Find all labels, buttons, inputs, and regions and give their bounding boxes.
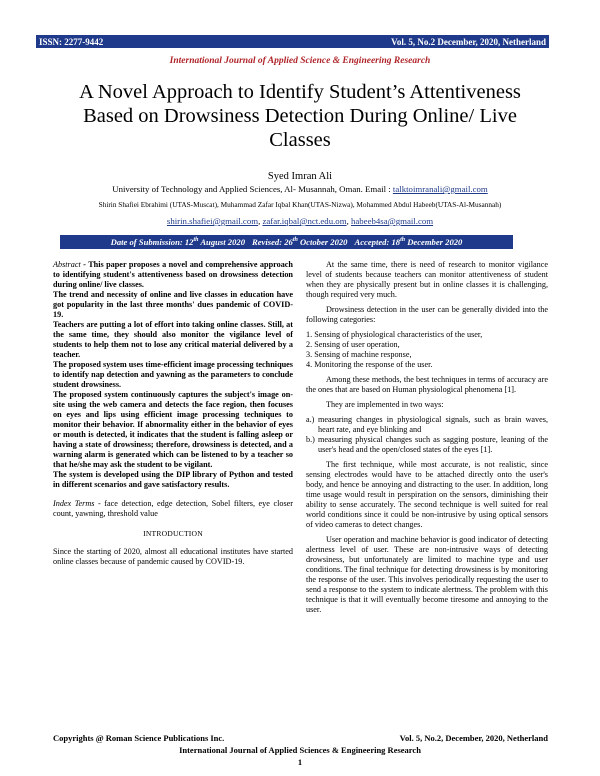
abstract-p6: The system is developed using the DIP library of Python and tested in different scenarios and gave satisfactory results. [53,470,293,489]
list-item: b.) measuring physical changes such as sagging posture, leaning of the user's head and the open/closed states of the eyes [1]. [306,435,548,454]
abstract-p5: The proposed system continuously captures the subject's image on-site using the web camera and detects the face region, then focuses on eyes and lips using efficient image processing techniques to monitor their behavior. If abnormality either in the behavior of eyes or mouth is detected, it indicates that the student is falling asleep or having a state of drowsiness; therefore, drowsiness is detected, and a warning alarm is generated which can be listened to by a teacher so that he/she may ask the student to be vigilant. [53,390,293,469]
right-p5: The first technique, while most accurate, is not realistic, since sensing electrodes would have to be attached directly onto the user's body, and hence be annoying and distracting to the user. In addition, long time usage would result in perspiration on the sensors, diminishing their ability to sense accurately. The second technique is well suited for real world conditions since it could be non-intrusive by using optical sensors of video cameras to detect changes. [306,460,548,529]
list-item: 4. Monitoring the response of the user. [306,360,433,369]
paper-title: A Novel Approach to Identify Student’s Attentiveness Based on Drowsiness Detection During Online/ Live Classes [79,81,521,151]
left-column [53,260,293,567]
email-separator: , [346,216,351,226]
submission-date: Date of Submission: 12th August 2020 [110,237,245,247]
abstract-p4: The proposed system uses time-efficient image processing techniques to identify nap detection and yawning as the parameters to conclude student drowsiness. [53,360,293,389]
email-link-zafar[interactable]: zafar.iqbal@nct.edu.om [262,216,347,226]
revised-date: Revised: 26th October 2020 [252,237,348,247]
author-name: Syed Imran Ali [267,171,333,182]
email-separator: , [258,216,263,226]
list-item: 3. Sensing of machine response, [306,350,412,359]
introduction-heading: INTRODUCTION [143,529,203,538]
issn-label: ISSN: 2277-9442 [39,36,104,47]
footer-line [53,733,548,743]
footer-copyright: Copyrights @ Roman Science Publications Inc. [53,733,225,743]
list-item: a.) measuring changes in physiological signals, such as brain waves, heart rate, and eye blinking and [306,415,548,434]
volume-label: Vol. 5, No.2 December, 2020, Netherland [391,36,546,47]
abstract [53,260,293,490]
right-p6: User operation and machine behavior is good indicator of detecting alertness level of user. These are non-intrusive ways of detecting drowsiness, but unfortunately are limited to machine type and user conditions. The final technique for detecting drowsiness is by monitoring the response of the user. This involves periodically requesting the user to send a response to the system to indicate alertness. The problem with this technique is that it will eventually become tiresome and annoying to the user. [306,535,548,614]
email-link-shirin[interactable]: shirin.shafiei@gmail.com [166,216,259,226]
journal-name: International Journal of Applied Science & Engineering Research [169,56,431,66]
coauthors: Shirin Shafiei Ebrahimi (UTAS-Muscat), Muhammad Zafar Iqbal Khan(UTAS-Nizwa), Mohammed Abdul Habeeb(UTAS-Al-Musannah) [98,200,502,209]
top-banner [36,35,549,48]
email-link-habeeb[interactable]: habeeb4sa@gmail.com [350,216,434,226]
list-item: 2. Sensing of user operation, [306,340,400,349]
right-p4: They are implemented in two ways: [326,400,444,409]
right-p3: Among these methods, the best techniques in terms of accuracy are the ones that are based on Human physiological phenomena [1]. [306,375,548,394]
dates-banner [60,235,513,249]
right-p1: At the same time, there is need of research to monitor vigilance level of students because teachers can monitor attentiveness of student when they are physically present but in online classes it is challenging, though required very much. [306,260,548,299]
right-p2: Drowsiness detection in the user can be generally divided into the following categories: [306,305,548,324]
affiliation-text: University of Technology and Applied Sciences, Al- Musannah, Oman. Email : [112,184,391,194]
abstract-p1: Abstract - This paper proposes a novel and comprehensive approach to identifying student's attentiveness based on drowsiness detection during online/ live classes. [53,260,293,289]
category-list [306,330,548,370]
list-item: 1. Sensing of physiological characteristics of the user, [306,330,483,339]
right-column [306,260,548,620]
page-number: 1 [297,757,303,767]
footer-journal: International Journal of Applied Sciences & Engineering Research [179,745,421,755]
ways-list [306,415,548,455]
accepted-date: Accepted: 18th December 2020 [354,237,463,247]
abstract-label: Abstract [53,260,81,269]
author-affiliation [0,184,600,194]
abstract-p2: The trend and necessity of online and live classes in education have got popularity in the last three months' dues pandemic of COVID-19. [53,290,293,319]
coauthor-emails [0,216,600,226]
author-email-link[interactable]: talktoimranali@gmail.com [392,184,488,194]
footer-volume: Vol. 5, No.2, December, 2020, Netherland [399,733,548,743]
introduction-p1: Since the starting of 2020, almost all educational institutes have started online classes because of pandemic caused by COVID-19. [53,547,293,566]
index-terms: Index Terms - face detection, edge detection, Sobel filters, eye closer count, yawning, threshold value [53,499,293,518]
abstract-p3: Teachers are putting a lot of effort into taking online classes. Still, at the same time, they should also monitor the vigilance level of students to help them not to lose any critical material delivered by a teacher. [53,320,293,359]
